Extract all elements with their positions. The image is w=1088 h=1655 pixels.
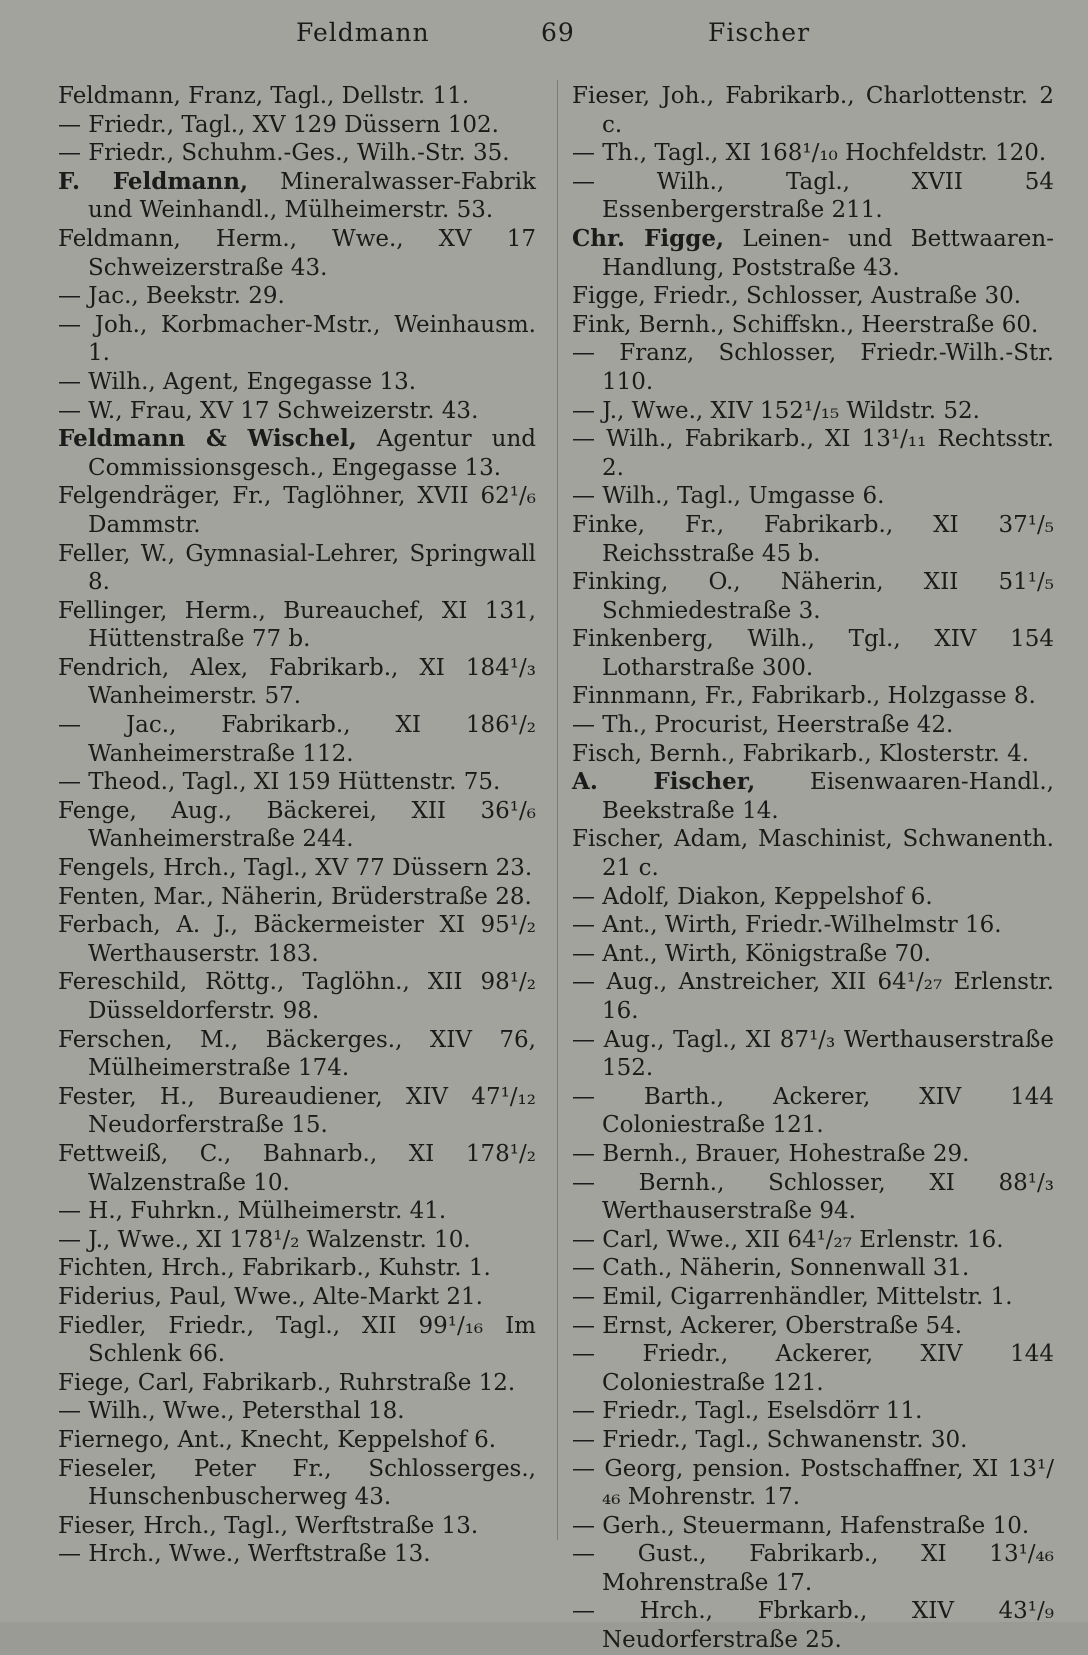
entry-text: Fester, H., Bureaudiener, XIV 47¹/₁₂ Neudorferstraße 15. bbox=[58, 1083, 536, 1139]
directory-entry bbox=[58, 168, 536, 225]
firm-name: A. Fischer, bbox=[572, 768, 756, 796]
entry-text: — Georg, pension. Postschaffner, XI 13¹/₄₆ Mohrenstr. 17. bbox=[572, 1455, 1054, 1511]
entry-text: Ferbach, A. J., Bäckermeister XI 95¹/₂ Werthauserstr. 183. bbox=[58, 912, 536, 967]
entry-text: — Cath., Näherin, Sonnenwall 31. bbox=[572, 1255, 970, 1282]
directory-entry bbox=[572, 1597, 1054, 1654]
directory-entry bbox=[572, 82, 1054, 139]
directory-entry bbox=[58, 311, 536, 368]
directory-entry bbox=[58, 1226, 536, 1255]
directory-entry bbox=[58, 1283, 536, 1312]
directory-entry bbox=[572, 883, 1054, 912]
directory-entry bbox=[572, 711, 1054, 740]
entry-text: Finking, O., Näherin, XII 51¹/₅ Schmiedestraße 3. bbox=[572, 569, 1054, 624]
entry-text: Mineralwasser-Fabrik und Weinhandl., Mülheimerstr. 53. bbox=[88, 168, 536, 224]
entry-text: — Barth., Ackerer, XIV 144 Coloniestraße 121. bbox=[572, 1083, 1054, 1139]
header-last-name: Fischer bbox=[708, 18, 811, 47]
directory-entry bbox=[572, 682, 1054, 711]
entry-text: Fettweiß, C., Bahnarb., XI 178¹/₂ Walzenstraße 10. bbox=[58, 1140, 536, 1196]
entry-text: — Wilh., Fabrikarb., XI 13¹/₁₁ Rechtsstr. 2. bbox=[572, 426, 1054, 481]
entry-text: — Joh., Korbmacher-Mstr., Weinhausm. 1. bbox=[58, 311, 536, 367]
directory-entry bbox=[572, 511, 1054, 568]
directory-entry bbox=[58, 968, 536, 1025]
entry-text: — Friedr., Ackerer, XIV 144 Coloniestraße 121. bbox=[572, 1341, 1054, 1396]
directory-entry bbox=[572, 1312, 1054, 1341]
directory-entry bbox=[572, 625, 1054, 682]
directory-entry bbox=[572, 568, 1054, 625]
firm-name: Feldmann & Wischel, bbox=[58, 425, 357, 453]
directory-entry bbox=[58, 654, 536, 711]
entry-text: Fischer, Adam, Maschinist, Schwanenth. 21 c. bbox=[572, 826, 1054, 882]
entry-text: Fink, Bernh., Schiffskn., Heerstraße 60. bbox=[572, 311, 1039, 338]
entry-text: Fieseler, Peter Fr., Schlosserges., Hunschenbuscherweg 43. bbox=[58, 1455, 536, 1511]
entry-text: Eisenwaaren-Handl., Beekstraße 14. bbox=[602, 769, 1054, 824]
entry-text: Figge, Friedr., Schlosser, Austraße 30. bbox=[572, 283, 1022, 310]
entry-text: — Emil, Cigarrenhändler, Mittelstr. 1. bbox=[572, 1283, 1013, 1310]
entry-text: Fieser, Joh., Fabrikarb., Charlottenstr. 2 c. bbox=[572, 83, 1054, 138]
directory-entry bbox=[58, 883, 536, 912]
directory-entry bbox=[572, 940, 1054, 969]
entry-text: — Jac., Fabrikarb., XI 186¹/₂ Wanheimerstraße 112. bbox=[58, 712, 536, 767]
entry-text: — Friedr., Tagl., Eselsdörr 11. bbox=[572, 1398, 923, 1425]
directory-entry bbox=[572, 1083, 1054, 1140]
directory-entry bbox=[58, 1312, 536, 1369]
directory-entry bbox=[58, 797, 536, 854]
directory-entry bbox=[572, 1426, 1054, 1455]
entry-text: — Aug., Tagl., XI 87¹/₃ Werthauserstraße 152. bbox=[572, 1026, 1054, 1082]
entry-text: Fengels, Hrch., Tagl., XV 77 Düssern 23. bbox=[58, 855, 533, 882]
entry-text: Feller, W., Gymnasial-Lehrer, Springwall 8. bbox=[58, 540, 536, 596]
directory-entry bbox=[572, 825, 1054, 882]
firm-name: Chr. Figge, bbox=[572, 224, 724, 252]
directory-entry bbox=[58, 425, 536, 482]
left-column bbox=[58, 82, 536, 1569]
directory-entry bbox=[58, 82, 536, 111]
directory-entry bbox=[58, 768, 536, 797]
entry-text: Fereschild, Röttg., Taglöhn., XII 98¹/₂ Düsseldorferstr. 98. bbox=[58, 969, 536, 1024]
entry-text: — Friedr., Schuhm.-Ges., Wilh.-Str. 35. bbox=[58, 140, 510, 167]
directory-entry bbox=[572, 1455, 1054, 1512]
directory-entry bbox=[572, 1254, 1054, 1283]
entry-text: Fiedler, Friedr., Tagl., XII 99¹/₁₆ Im Schlenk 66. bbox=[58, 1312, 536, 1368]
page-number: 69 bbox=[541, 18, 575, 47]
entry-text: Fendrich, Alex, Fabrikarb., XI 184¹/₃ Wanheimerstr. 57. bbox=[58, 654, 536, 710]
directory-entry bbox=[58, 1397, 536, 1426]
running-header bbox=[0, 18, 1088, 62]
directory-entry bbox=[572, 1340, 1054, 1397]
directory-entry bbox=[572, 339, 1054, 396]
entry-text: — Ant., Wirth, Friedr.-Wilhelmstr 16. bbox=[572, 912, 1002, 939]
entry-text: Feldmann, Franz, Tagl., Dellstr. 11. bbox=[58, 83, 470, 109]
entry-text: — Gust., Fabrikarb., XI 13¹/₄₆ Mohrenstraße 17. bbox=[572, 1541, 1054, 1596]
entry-text: — Wilh., Wwe., Petersthal 18. bbox=[58, 1398, 405, 1425]
entry-text: — H., Fuhrkn., Mülheimerstr. 41. bbox=[58, 1198, 447, 1225]
entry-text: Fisch, Bernh., Fabrikarb., Klosterstr. 4. bbox=[572, 740, 1030, 767]
entry-text: — Carl, Wwe., XII 64¹/₂₇ Erlenstr. 16. bbox=[572, 1226, 1004, 1253]
column-divider bbox=[557, 80, 558, 1540]
entry-text: Finnmann, Fr., Fabrikarb., Holzgasse 8. bbox=[572, 683, 1036, 710]
directory-entry bbox=[58, 1369, 536, 1398]
entry-text: — Ernst, Ackerer, Oberstraße 54. bbox=[572, 1312, 963, 1339]
directory-entry bbox=[58, 1455, 536, 1512]
directory-entry bbox=[58, 1197, 536, 1226]
directory-entry bbox=[572, 225, 1054, 282]
entry-text: Leinen- und Bettwaaren-Handlung, Poststraße 43. bbox=[602, 225, 1054, 281]
directory-entry bbox=[572, 740, 1054, 769]
firm-name: F. Feldmann, bbox=[58, 167, 249, 195]
directory-entry bbox=[572, 1512, 1054, 1541]
entry-text: Fieser, Hrch., Tagl., Werftstraße 13. bbox=[58, 1512, 479, 1539]
entry-text: Agentur und Commissionsgesch., Engegasse 13. bbox=[88, 426, 536, 481]
entry-text: — Th., Tagl., XI 168¹/₁₀ Hochfeldstr. 120. bbox=[572, 140, 1047, 167]
directory-entry bbox=[572, 482, 1054, 511]
directory-entry bbox=[58, 482, 536, 539]
entry-text: Fenge, Aug., Bäckerei, XII 36¹/₆ Wanheimerstraße 244. bbox=[58, 797, 536, 853]
directory-entry bbox=[572, 1540, 1054, 1597]
directory-entry bbox=[58, 368, 536, 397]
entry-text: Fiernego, Ant., Knecht, Keppelshof 6. bbox=[58, 1426, 497, 1453]
directory-entry bbox=[58, 1026, 536, 1083]
directory-entry bbox=[572, 1397, 1054, 1426]
entry-text: — Theod., Tagl., XI 159 Hüttenstr. 75. bbox=[58, 769, 501, 796]
directory-entry bbox=[58, 854, 536, 883]
directory-entry bbox=[572, 168, 1054, 225]
entry-text: — Wilh., Agent, Engegasse 13. bbox=[58, 368, 417, 395]
entry-text: — W., Frau, XV 17 Schweizerstr. 43. bbox=[58, 397, 479, 424]
entry-text: — Bernh., Brauer, Hohestraße 29. bbox=[572, 1140, 970, 1167]
right-column bbox=[572, 82, 1054, 1655]
directory-entry bbox=[58, 1083, 536, 1140]
entry-text: — Friedr., Tagl., Schwanenstr. 30. bbox=[572, 1426, 968, 1453]
directory-entry bbox=[572, 1169, 1054, 1226]
directory-entry bbox=[572, 1226, 1054, 1255]
directory-entry bbox=[58, 1426, 536, 1455]
entry-text: Feldmann, Herm., Wwe., XV 17 Schweizerstraße 43. bbox=[58, 225, 536, 281]
entry-text: Fichten, Hrch., Fabrikarb., Kuhstr. 1. bbox=[58, 1255, 491, 1282]
entry-text: — Franz, Schlosser, Friedr.-Wilh.-Str. 110. bbox=[572, 340, 1054, 395]
entry-text: — Hrch., Fbrkarb., XIV 43¹/₉ Neudorferstraße 25. bbox=[572, 1598, 1054, 1654]
entry-text: — Jac., Beekstr. 29. bbox=[58, 283, 285, 310]
entry-text: — Adolf, Diakon, Keppelshof 6. bbox=[572, 883, 933, 910]
entry-text: — Aug., Anstreicher, XII 64¹/₂₇ Erlenstr. 16. bbox=[572, 969, 1054, 1024]
directory-entry bbox=[58, 139, 536, 168]
entry-text: — J., Wwe., XI 178¹/₂ Walzenstr. 10. bbox=[58, 1226, 471, 1253]
entry-text: — Ant., Wirth, Königstraße 70. bbox=[572, 940, 932, 967]
directory-entry bbox=[58, 1254, 536, 1283]
directory-entry bbox=[572, 425, 1054, 482]
entry-text: Fellinger, Herm., Bureauchef, XI 131, Hüttenstraße 77 b. bbox=[58, 597, 536, 653]
directory-entry bbox=[572, 139, 1054, 168]
entry-text: Fenten, Mar., Näherin, Brüderstraße 28. bbox=[58, 883, 532, 910]
directory-entry bbox=[58, 397, 536, 426]
entry-text: — Th., Procurist, Heerstraße 42. bbox=[572, 712, 954, 739]
entry-text: Finkenberg, Wilh., Tgl., XIV 154 Lotharstraße 300. bbox=[572, 626, 1054, 681]
directory-entry bbox=[58, 911, 536, 968]
directory-entry bbox=[572, 1283, 1054, 1312]
entry-text: — Gerh., Steuermann, Hafenstraße 10. bbox=[572, 1512, 1030, 1539]
directory-entry bbox=[58, 225, 536, 282]
directory-entry bbox=[572, 282, 1054, 311]
directory-entry bbox=[572, 311, 1054, 340]
directory-entry bbox=[572, 1026, 1054, 1083]
directory-entry bbox=[572, 968, 1054, 1025]
entry-text: Felgendräger, Fr., Taglöhner, XVII 62¹/₆ Dammstr. bbox=[58, 483, 536, 538]
directory-entry bbox=[572, 397, 1054, 426]
entry-text: — Hrch., Wwe., Werftstraße 13. bbox=[58, 1541, 431, 1568]
directory-entry bbox=[58, 597, 536, 654]
entry-text: — Bernh., Schlosser, XI 88¹/₃ Werthauserstraße 94. bbox=[572, 1169, 1054, 1225]
entry-text: — Wilh., Tagl., Umgasse 6. bbox=[572, 483, 885, 510]
entry-text: — J., Wwe., XIV 152¹/₁₅ Wildstr. 52. bbox=[572, 397, 980, 424]
entry-text: Fiderius, Paul, Wwe., Alte-Markt 21. bbox=[58, 1283, 483, 1310]
directory-entry bbox=[572, 911, 1054, 940]
entry-text: — Wilh., Tagl., XVII 54 Essenbergerstraße 211. bbox=[572, 168, 1054, 224]
entry-text: — Friedr., Tagl., XV 129 Düssern 102. bbox=[58, 111, 499, 138]
directory-entry bbox=[58, 1512, 536, 1541]
directory-entry bbox=[58, 1140, 536, 1197]
directory-entry bbox=[58, 282, 536, 311]
directory-entry bbox=[58, 711, 536, 768]
directory-entry bbox=[58, 1540, 536, 1569]
entry-text: Finke, Fr., Fabrikarb., XI 37¹/₅ Reichsstraße 45 b. bbox=[572, 511, 1054, 567]
directory-entry bbox=[58, 540, 536, 597]
directory-entry bbox=[572, 1140, 1054, 1169]
entry-text: Fiege, Carl, Fabrikarb., Ruhrstraße 12. bbox=[58, 1369, 516, 1396]
directory-entry bbox=[572, 768, 1054, 825]
directory-entry bbox=[58, 111, 536, 140]
entry-text: Ferschen, M., Bäckerges., XIV 76, Mülheimerstraße 174. bbox=[58, 1026, 536, 1082]
header-first-name: Feldmann bbox=[296, 18, 430, 47]
